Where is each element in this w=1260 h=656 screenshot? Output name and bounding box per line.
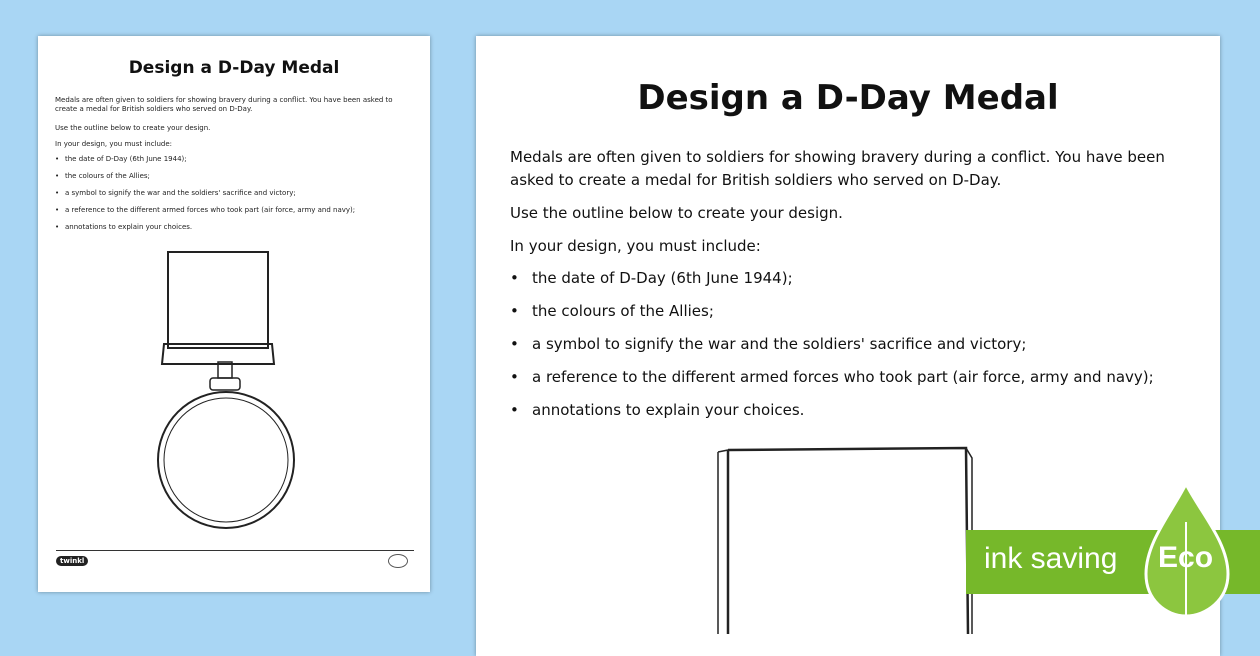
list-item: • a symbol to signify the war and the soldiers' sacrifice and victory; bbox=[55, 189, 296, 197]
list-item: • a symbol to signify the war and the soldiers' sacrifice and victory; bbox=[510, 335, 1027, 353]
list-item: • annotations to explain your choices. bbox=[510, 401, 805, 419]
medal-outline-drawing bbox=[156, 248, 316, 548]
outline-instruction: Use the outline below to create your design. bbox=[510, 204, 843, 222]
worksheet-thumbnail[interactable] bbox=[38, 36, 430, 592]
list-item: • the date of D-Day (6th June 1944); bbox=[55, 155, 187, 163]
list-item: • the date of D-Day (6th June 1944); bbox=[510, 269, 793, 287]
intro-paragraph: Medals are often given to soldiers for showing bravery during a conflict. You have been asked to create a medal for British soldiers who served on D-Day. bbox=[510, 148, 1165, 189]
thumbnail-intro: Medals are often given to soldiers for showing bravery during a conflict. You have been asked to create a medal for British soldiers who served on D-Day. bbox=[55, 96, 393, 113]
page-title: Design a D-Day Medal bbox=[637, 78, 1059, 118]
requirements-list bbox=[510, 267, 1200, 432]
list-item: • the colours of the Allies; bbox=[55, 172, 150, 180]
footer-mark-icon bbox=[388, 554, 408, 568]
ink-saving-label: ink saving bbox=[984, 542, 1118, 575]
medal-ribbon-outline bbox=[714, 444, 984, 634]
thumbnail-include-heading: In your design, you must include: bbox=[55, 140, 173, 148]
footer-divider bbox=[56, 550, 414, 551]
list-item: • a reference to the different armed forces who took part (air force, army and navy); bbox=[55, 206, 356, 214]
list-item: • a reference to the different armed forces who took part (air force, army and navy); bbox=[510, 368, 1154, 386]
eco-label: Eco bbox=[1158, 541, 1214, 574]
publisher-logo: twinkl bbox=[56, 556, 88, 566]
list-item: • annotations to explain your choices. bbox=[55, 223, 193, 231]
thumbnail-outline-instruction: Use the outline below to create your design. bbox=[55, 124, 211, 132]
list-item: • the colours of the Allies; bbox=[510, 302, 714, 320]
include-heading: In your design, you must include: bbox=[510, 237, 761, 255]
thumbnail-title: Design a D-Day Medal bbox=[128, 58, 340, 78]
thumbnail-requirements-list bbox=[55, 155, 415, 240]
